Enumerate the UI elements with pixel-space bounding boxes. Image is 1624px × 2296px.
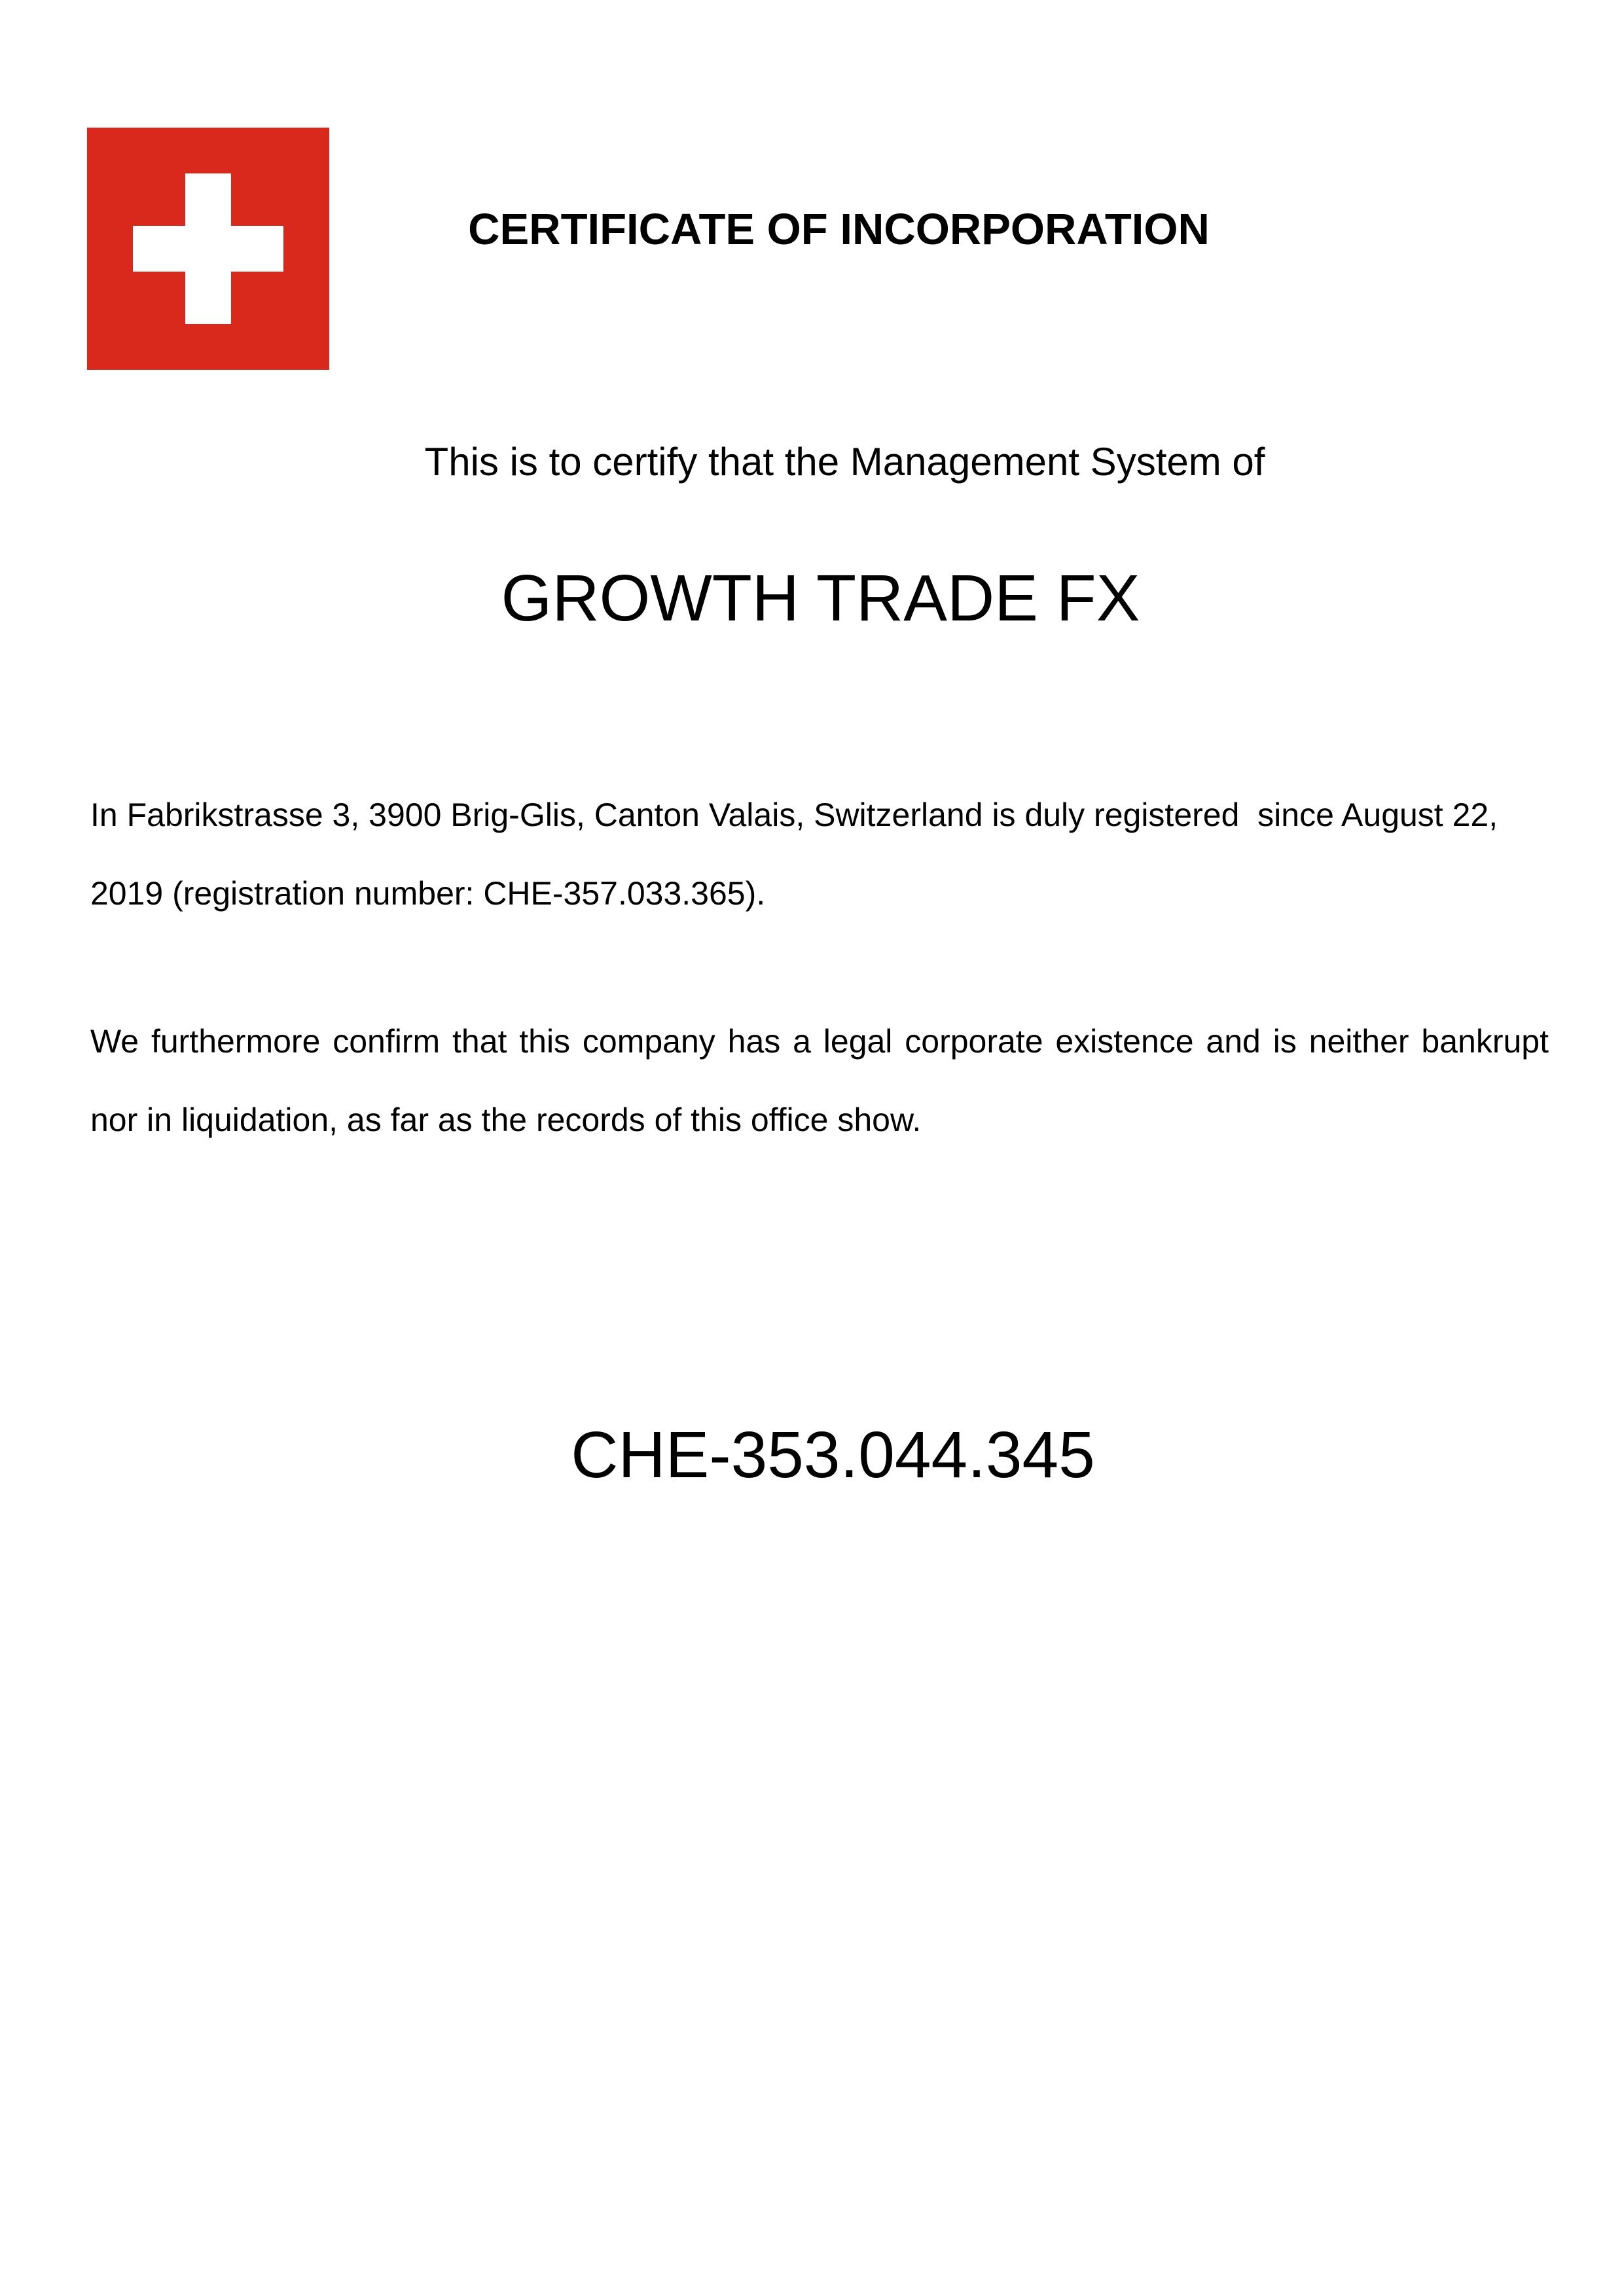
registration-paragraph (90, 776, 1549, 933)
certificate-title: CERTIFICATE OF INCORPORATION (468, 205, 1210, 254)
confirmation-paragraph (90, 1002, 1549, 1159)
registration-paragraph-line-1: In Fabrikstrasse 3, 3900 Brig-Glis, Canton Valais, Switzerland is duly registered since August 22, (90, 797, 1498, 833)
registry-number: CHE-353.044.345 (571, 1418, 1095, 1492)
company-name: GROWTH TRADE FX (501, 562, 1140, 635)
certify-statement: This is to certify that the Management System of (424, 440, 1265, 484)
confirmation-paragraph-line-1: We furthermore confirm that this company has a legal corporate existence and is neither bankrupt (90, 1023, 1549, 1060)
registration-paragraph-line-2: 2019 (registration number: CHE-357.033.365). (90, 875, 766, 912)
confirmation-paragraph-line-2: nor in liquidation, as far as the records of this office show. (90, 1102, 922, 1138)
